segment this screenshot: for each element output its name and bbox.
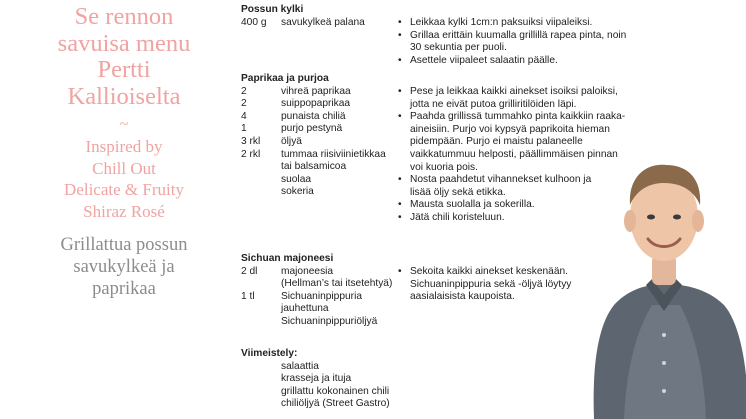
ingredient-name: vihreä paprikaa <box>281 85 351 97</box>
steps-possu <box>398 17 643 67</box>
chef-photo <box>584 135 746 419</box>
step-item <box>398 174 595 199</box>
ingredient-row <box>241 111 391 124</box>
ingredient-qty: 1 <box>241 123 247 135</box>
ingredient-row <box>241 398 401 411</box>
ingredients-paprika <box>241 73 391 199</box>
bullet-icon: • <box>398 199 402 211</box>
dish-line: paprikaa <box>92 279 156 299</box>
steps-majoneesi <box>398 266 588 304</box>
dish-line: savukylkeä ja <box>73 257 175 277</box>
wine-line: Shiraz Rosé <box>83 201 165 221</box>
step-text: Nosta paahdetut vihannekset kulhoon ja lisää öljy sekä etikka. <box>410 174 592 198</box>
title-line: savuisa menu <box>57 29 191 57</box>
step-text: Jätä chili koristeluun. <box>410 211 505 223</box>
step-text: Mausta suolalla ja sokerilla. <box>410 199 535 211</box>
ingredient-row <box>241 149 391 162</box>
ingredient-name: Sichuaninpippuria <box>281 290 362 302</box>
ingredient-name: purjo pestynä <box>281 123 343 135</box>
bullet-icon: • <box>398 174 402 186</box>
step-item <box>398 86 636 111</box>
ingredient-row <box>241 136 391 149</box>
ingredient-name: Sichuaninpippuriöljyä <box>281 315 378 327</box>
ingredient-row <box>241 316 396 329</box>
step-text: Asettele viipaleet salaatin päälle. <box>410 54 558 66</box>
bullet-icon: • <box>398 266 402 277</box>
step-text: Paahda grillissä tummahko pinta kaikkiin raaka-aineisiin. Purjo voi kypsyä paprikoita hieman pidempään. Purjo ei maistu palaneelle vaikkatummuu helposti, päällimmäisen pinnan voi kuoria pois. <box>410 111 626 173</box>
ingredient-name: krasseja ja ituja <box>281 373 352 385</box>
ingredient-name: suippopaprikaa <box>281 98 351 110</box>
dish-name <box>18 234 230 300</box>
step-text: Sekoita kaikki ainekset keskenään. Sichuaninpippuria sekä -öljyä löytyy aasialaisista kaupoista. <box>410 266 572 303</box>
ingredient-qty: 2 dl <box>241 265 258 277</box>
title-line: Kallioiselta <box>67 82 181 110</box>
ingredient-name: salaattia <box>281 360 319 372</box>
bullet-icon: • <box>398 86 402 97</box>
title-line: Se rennon <box>74 3 174 30</box>
ingredient-row <box>241 266 396 279</box>
dish-line: Grillattua possun <box>60 235 188 255</box>
ingredient-name: majoneesia <box>281 265 334 277</box>
bullet-icon: • <box>398 54 402 66</box>
wine-line: Inspired by <box>85 137 163 156</box>
bullet-icon: • <box>398 111 402 123</box>
wine-pairing <box>18 136 230 222</box>
ingredient-row <box>241 98 391 111</box>
ingredients-majoneesi <box>241 253 396 329</box>
menu-title <box>18 4 230 110</box>
ingredient-qty: 3 rkl <box>241 135 261 147</box>
step-item <box>398 266 585 304</box>
step-item <box>398 30 635 55</box>
section-title: Paprikaa ja purjoa <box>241 73 329 84</box>
ingredient-row <box>241 186 391 199</box>
ingredient-name: (Hellman’s tai itsetehtyä) <box>281 278 393 290</box>
menu-header <box>18 4 230 300</box>
tilde-divider: ~ <box>119 116 129 133</box>
ingredient-name: jauhettuna <box>281 303 329 315</box>
step-item <box>398 17 643 30</box>
wine-line: Delicate & Fruity <box>64 180 184 199</box>
ingredient-row <box>241 278 396 291</box>
ingredient-name: tai balsamicoa <box>281 161 347 173</box>
bullet-icon: • <box>398 211 402 223</box>
ingredient-row <box>241 373 401 386</box>
ingredient-row <box>241 123 391 136</box>
ingredient-name: suolaa <box>281 173 312 185</box>
ingredient-row <box>241 303 396 316</box>
ingredient-qty: 2 <box>241 98 247 110</box>
ingredient-qty: 2 rkl <box>241 148 261 160</box>
ingredient-row <box>241 291 396 304</box>
bullet-icon: • <box>398 17 402 28</box>
step-item <box>398 55 643 68</box>
ingredient-qty: 400 g <box>241 16 267 28</box>
ingredient-name: tummaa riisiviinietikkaa <box>281 148 386 160</box>
step-text: Pese ja leikkaa kaikki ainekset isoiksi paloiksi, jotta ne eivät putoa grilliritilöiden läpi. <box>410 86 618 110</box>
step-text: Grillaa erittäin kuumalla grillillä rapea pinta, noin 30 sekuntia per puoli. <box>410 29 627 54</box>
ingredient-qty: 2 <box>241 85 247 97</box>
ingredient-name: chiliöljyä (Street Gastro) <box>281 398 390 410</box>
ingredients-possu <box>241 4 391 29</box>
ingredient-row <box>241 361 401 374</box>
ingredient-qty: 1 tl <box>241 290 255 302</box>
step-text: Leikkaa kylki 1cm:n paksuiksi viipaleiksi. <box>410 17 593 28</box>
ingredients-viimeistely <box>241 348 401 411</box>
ingredient-name: savukylkeä palana <box>281 16 365 28</box>
ingredient-row <box>241 17 391 30</box>
ingredient-name: grillattu kokonainen chili <box>281 385 390 397</box>
ingredient-row <box>241 386 401 399</box>
section-title: Possun kylki <box>241 4 304 15</box>
ingredient-row <box>241 86 391 99</box>
section-title: Viimeistely: <box>241 348 298 359</box>
title-line: Pertti <box>97 56 151 83</box>
section-title: Sichuan majoneesi <box>241 253 334 264</box>
bullet-icon: • <box>398 29 402 41</box>
ingredient-name: öljyä <box>281 135 302 147</box>
ingredient-name: punaista chiliä <box>281 110 346 122</box>
ingredient-qty: 4 <box>241 110 247 122</box>
ingredient-row <box>241 161 391 174</box>
ingredient-name: sokeria <box>281 186 314 198</box>
wine-line: Chill Out <box>92 158 156 178</box>
ingredient-row <box>241 174 391 187</box>
